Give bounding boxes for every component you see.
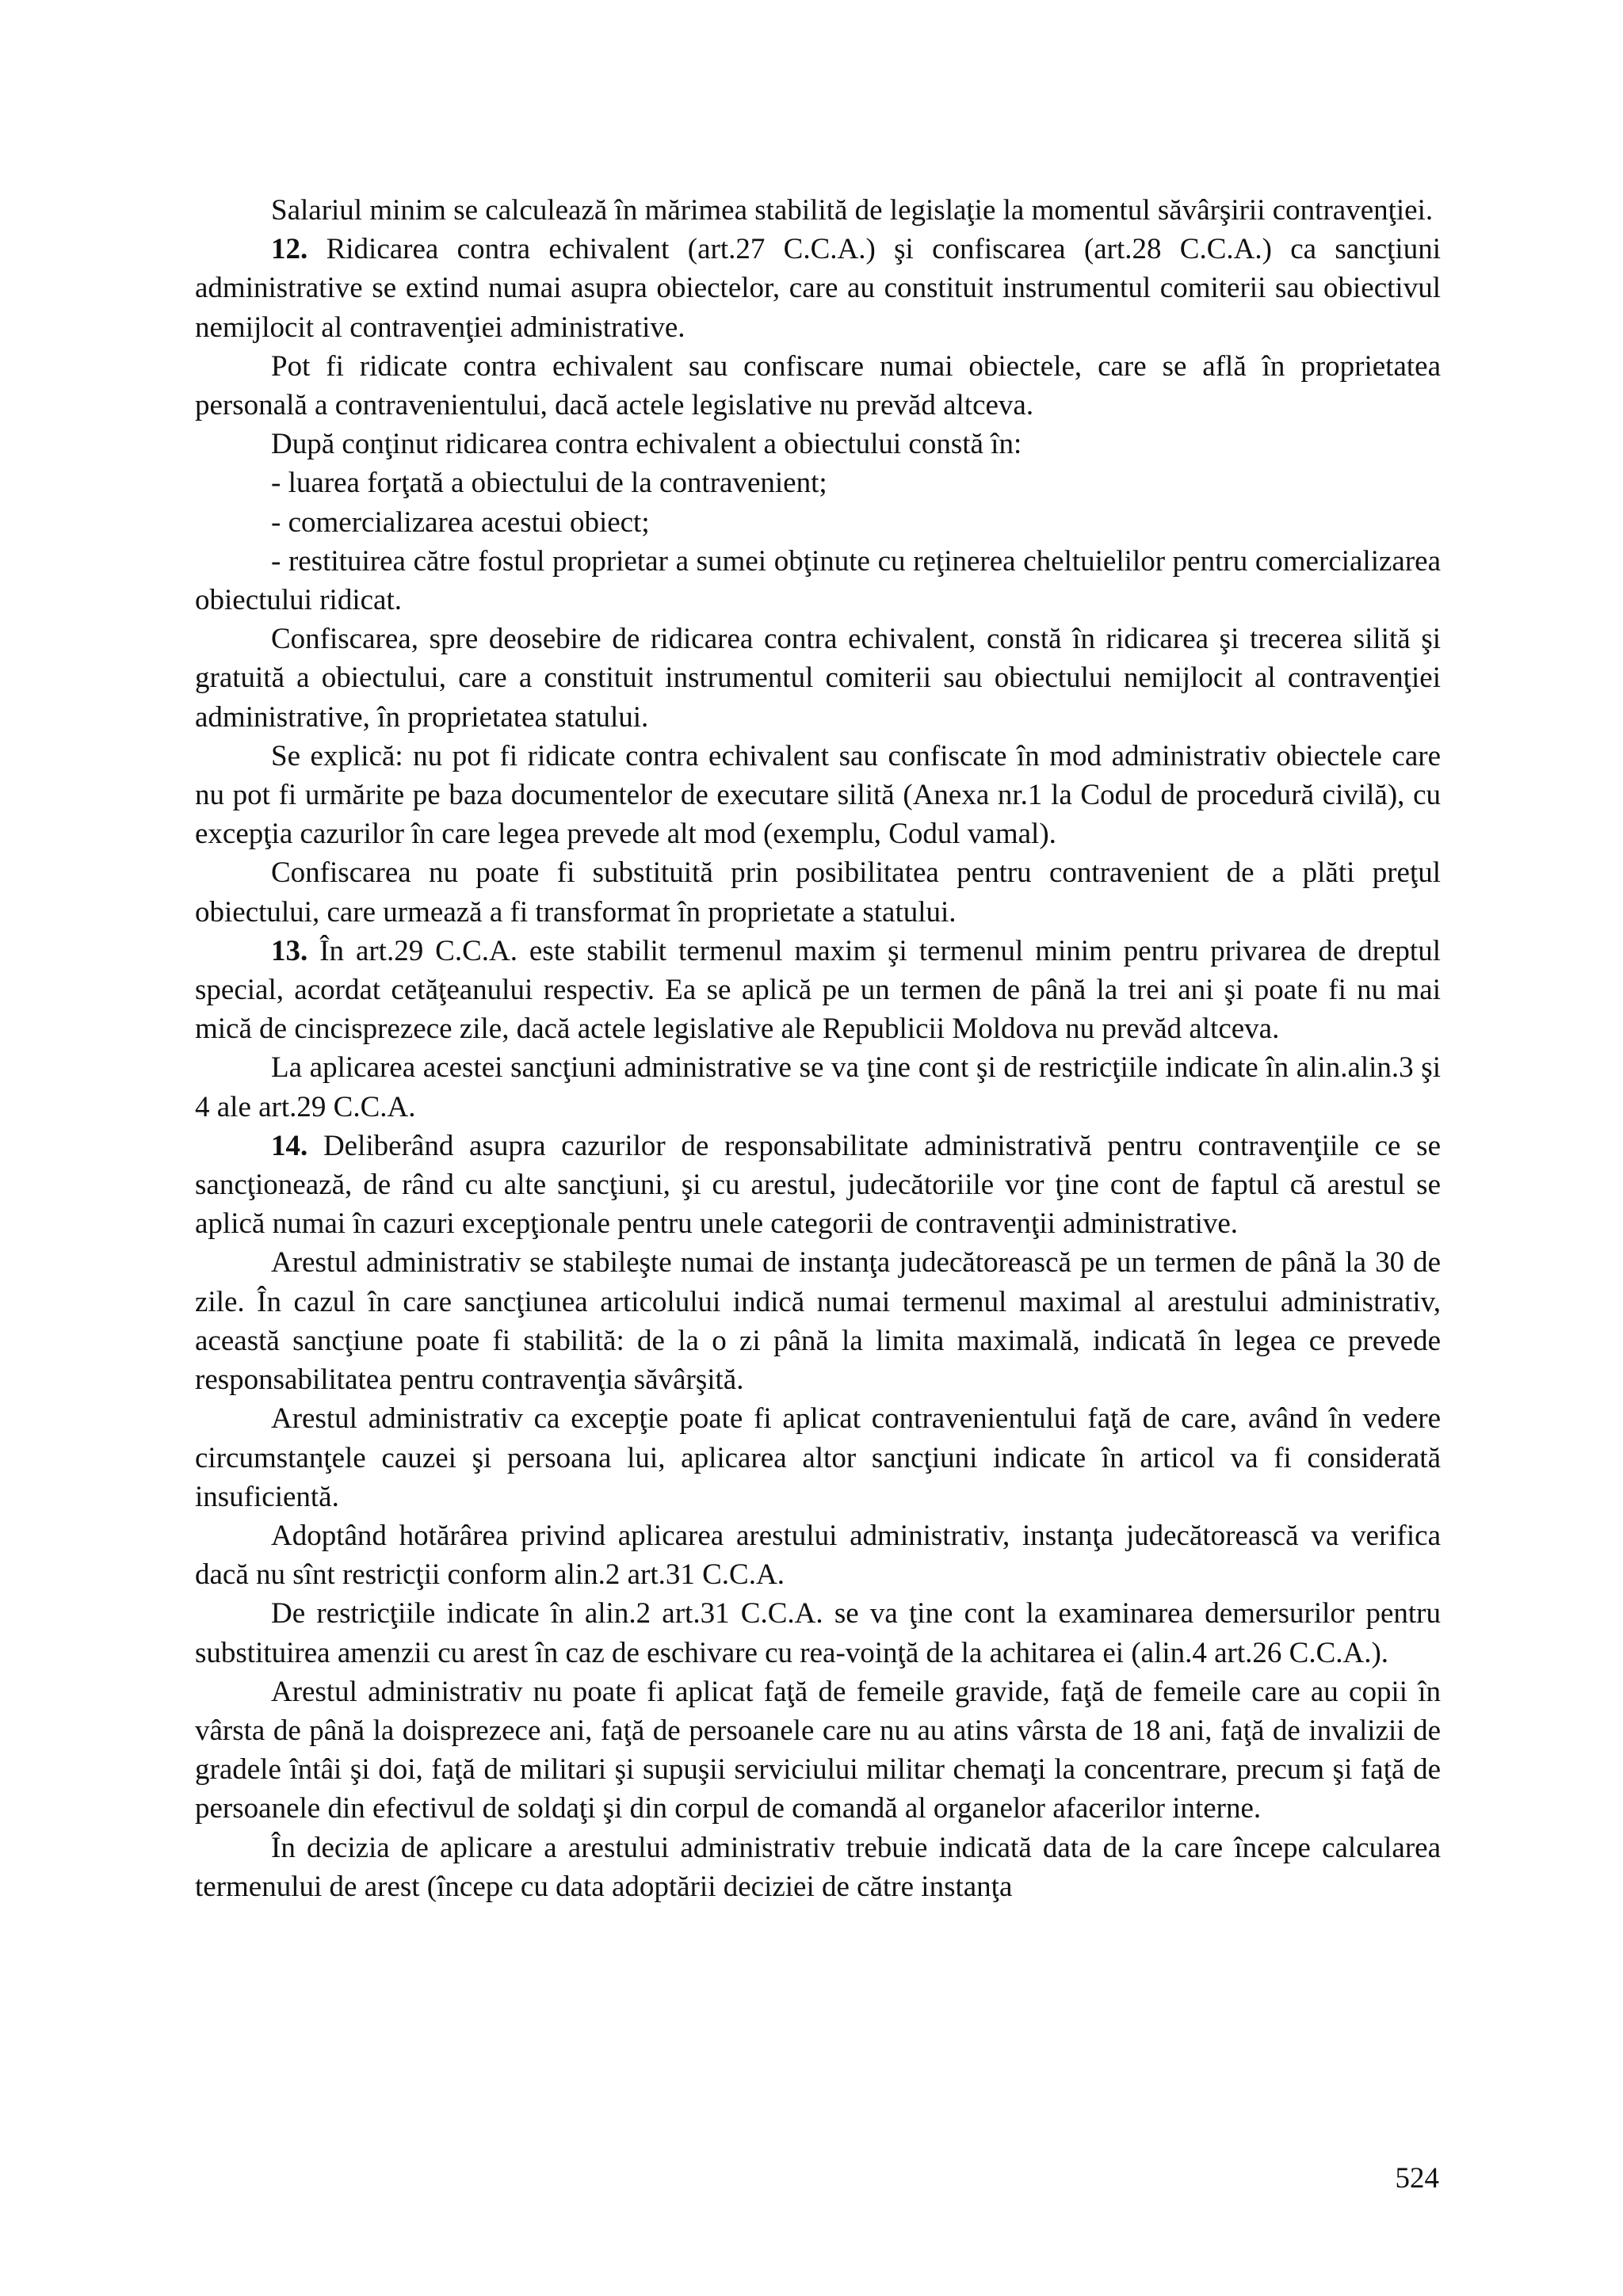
paragraph-item-14: 14. Deliberând asupra cazurilor de responsabilitate administrativă pentru contravenţiile ce se sancţionează, de rând cu alte sancţiuni, şi cu arestul, judecătoriile vor ţine cont de faptul că arestul se aplică numai în cazuri excepţionale pentru unele categorii de contravenţii administrative. (195, 1129, 1441, 1241)
paragraph-restrictii-art29: La aplicarea acestei sancţiuni administrative se va ţine cont şi de restricţiile indicate în alin.alin.3 şi 4 ale art.29 C.C.A. (195, 1051, 1441, 1123)
list-item-luarea: - luarea forţată a obiectului de la contravenient; (271, 467, 827, 500)
body-text (195, 191, 1441, 1906)
paragraph-arest-exceptie: Arestul administrativ ca excepţie poate fi aplicat contravenientului faţă de care, având în vedere circumstanţele cauzei şi persoana lui, aplicarea altor sancţiuni indicate în articol va fi considerată insuficientă. (195, 1402, 1441, 1513)
paragraph-confiscarea: Confiscarea, spre deosebire de ridicarea contra echivalent, constă în ridicarea şi trecerea silită şi gratuită a obiectului, care a constituit instrumentul comiterii sau obiectului nemijlocit al contravenţiei administrative, în proprietatea statului. (195, 623, 1441, 734)
paragraph-salariul-minim: Salariul minim se calculează în mărimea stabilită de legislaţie la momentul săvârşirii contravenţiei. (271, 194, 1434, 227)
list-item-restituirea: - restituirea către fostul proprietar a sumei obţinute cu reţinerea cheltuielilor pentru comercializarea obiectului ridicat. (195, 544, 1441, 617)
paragraph-se-explica: Se explică: nu pot fi ridicate contra echivalent sau confiscate în mod administrativ obiectele care nu pot fi urmărite pe baza documentelor de executare silită (Anexa nr.1 la Codul de procedură civilă), cu excepţia cazurilor în care legea prevede alt mod (exemplu, Codul vamal). (195, 739, 1441, 851)
page-number: 524 (1395, 2162, 1439, 2195)
item-number: 13. (271, 934, 308, 967)
paragraph-confiscarea-substituita: Confiscarea nu poate fi substituită prin posibilitatea pentru contravenient de a plăti preţul obiectului, care urmează a fi transformat în proprietate a statului. (195, 856, 1441, 929)
paragraph-ridicare-proprietate: Pot fi ridicate contra echivalent sau confiscare numai obiectele, care se află în proprietatea personală a contravenientului, dacă actele legislative nu prevăd altceva. (195, 349, 1441, 422)
paragraph-restrictii-art31: De restricţiile indicate în alin.2 art.31 C.C.A. se va ţine cont la examinarea demersurilor pentru substituirea amenzii cu arest în caz de eschivare cu rea-voinţă de la achitarea ei (alin.4 art.26 C.C.A.). (195, 1597, 1441, 1669)
paragraph-item-12: 12. Ridicarea contra echivalent (art.27 C.C.A.) şi confiscarea (art.28 C.C.A.) ca sancţiuni administrative se extind numai asupra obiectelor, care au constituit instrumentul comiterii sau obiectivul nemijlocit al contravenţiei administrative. (195, 233, 1441, 344)
item-number: 12. (271, 233, 308, 266)
paragraph-adoptand-hotararea: Adoptând hotărârea privind aplicarea arestului administrativ, instanţa judecătorească va verifica dacă nu sînt restricţii conform alin.2 art.31 C.C.A. (195, 1519, 1441, 1592)
paragraph-arest-instanta: Arestul administrativ se stabileşte numai de instanţa judecătorească pe un termen de până la 30 de zile. În cazul în care sancţiunea articolului indică numai termenul maximal al arestului administrativ, această sancţiune poate fi stabilită: de la o zi până la limita maximală, indicată în legea ce prevede responsabilitatea pentru contravenţia săvârşită. (195, 1246, 1441, 1397)
item-number: 14. (271, 1129, 308, 1162)
paragraph-arest-interdictii: Arestul administrativ nu poate fi aplicat faţă de femeile gravide, faţă de femeile care au copii în vârsta de până la doisprezece ani, faţă de persoanele care nu au atins vârsta de 18 ani, faţă de invalizii de gradele întâi şi doi, faţă de militari şi supuşii serviciului militar chemaţi la concentrare, precum şi faţă de persoanele din efectivul de soldaţi şi din corpul de comandă al organelor afacerilor interne. (195, 1675, 1441, 1825)
list-item-comercializarea: - comercializarea acestui obiect; (271, 505, 650, 539)
paragraph-decizia-aplicare: În decizia de aplicare a arestului administrativ trebuie indicată data de la care începe calcularea termenului de arest (începe cu data adoptării deciziei de către instanţa (195, 1831, 1441, 1903)
paragraph-continut-ridicare: După conţinut ridicarea contra echivalent a obiectului constă în: (271, 428, 1022, 461)
paragraph-item-13: 13. În art.29 C.C.A. este stabilit termenul maxim şi termenul minim pentru privarea de dreptul special, acordat cetăţeanului respectiv. Ea se aplică pe un termen de până la trei ani şi poate fi nu mai mică de cincisprezece zile, dacă actele legislative ale Republicii Moldova nu prevăd altceva. (195, 934, 1441, 1046)
